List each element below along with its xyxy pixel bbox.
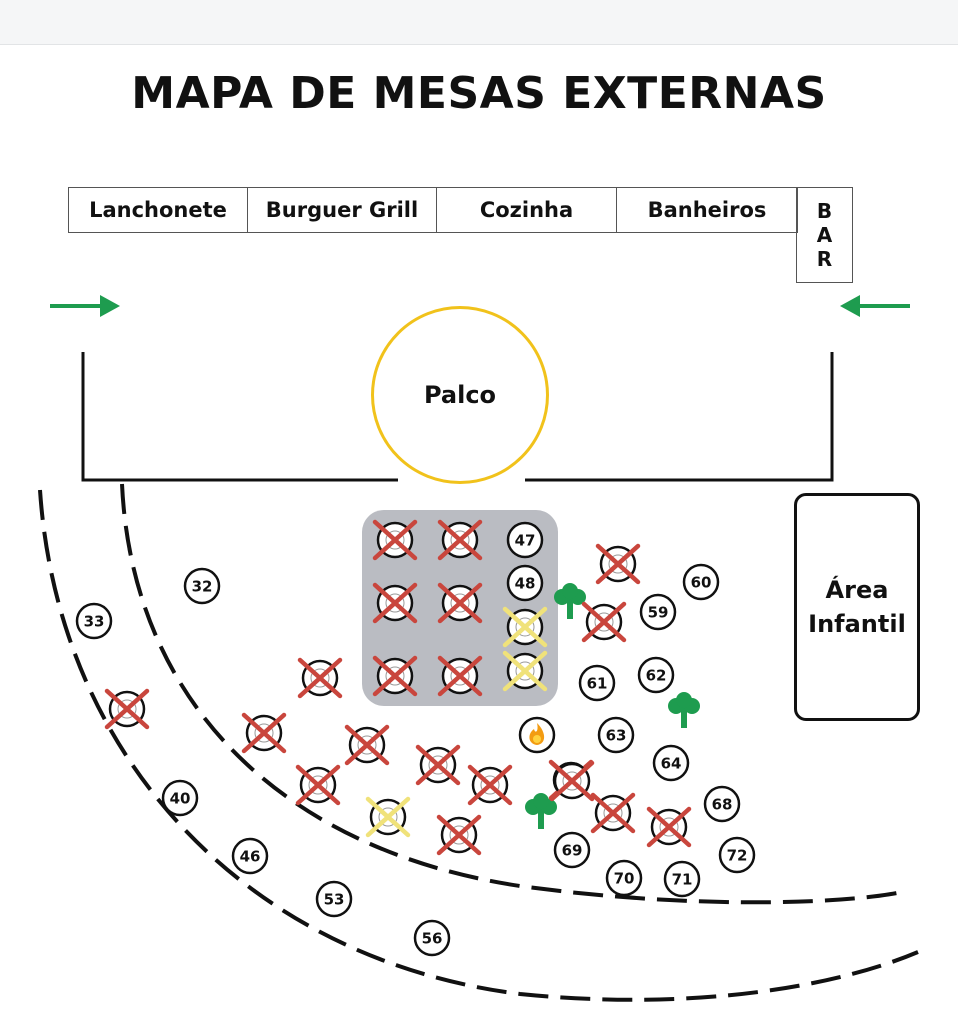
arrow-left-icon (840, 295, 860, 317)
table-marked[interactable] (375, 585, 415, 621)
table-marked[interactable] (300, 660, 340, 696)
table-marked[interactable] (598, 546, 638, 582)
table-number: 64 (660, 754, 682, 773)
table-72[interactable] (720, 838, 754, 872)
table-number: 53 (323, 890, 345, 909)
table-marked[interactable] (418, 747, 458, 783)
table-64[interactable] (654, 746, 688, 780)
stall-banheiros: Banheiros (647, 198, 767, 222)
table-marked[interactable] (552, 763, 592, 799)
table-marked[interactable] (375, 658, 415, 694)
table-marked[interactable] (440, 585, 480, 621)
table-marked[interactable] (107, 691, 147, 727)
table-marked[interactable] (505, 653, 545, 689)
bar-letter: B (816, 199, 833, 223)
table-number: 70 (613, 869, 635, 888)
table-48[interactable] (508, 566, 542, 600)
table-marked[interactable] (505, 609, 545, 645)
stall-burguer-grill: Burguer Grill (248, 188, 437, 232)
table-marked[interactable] (439, 817, 479, 853)
table-number: 61 (586, 674, 608, 693)
table-marked[interactable] (584, 604, 624, 640)
table-33[interactable] (77, 604, 111, 638)
table-number: 63 (605, 726, 627, 745)
bar-letter: R (816, 247, 833, 271)
table-number: 68 (711, 795, 733, 814)
table-number: 69 (561, 841, 583, 860)
entrance-arrow-right (840, 295, 910, 317)
table-number: 32 (191, 577, 213, 596)
table-47[interactable] (508, 523, 542, 557)
table-60[interactable] (684, 565, 718, 599)
fire-pit[interactable] (520, 718, 554, 752)
table-number: 40 (169, 789, 191, 808)
tree-icon (554, 583, 586, 619)
table-number: 71 (671, 870, 693, 889)
table-marked[interactable] (470, 767, 510, 803)
table-marked[interactable] (440, 658, 480, 694)
table-68[interactable] (705, 787, 739, 821)
table-69[interactable] (555, 833, 589, 867)
table-marked[interactable] (440, 522, 480, 558)
page-title: MAPA DE MESAS EXTERNAS (131, 68, 827, 119)
table-59[interactable] (641, 595, 675, 629)
kids-area (794, 493, 920, 721)
table-46[interactable] (233, 839, 267, 873)
table-number: 48 (514, 574, 536, 593)
table-number: 33 (83, 612, 105, 631)
table-marked[interactable] (347, 727, 387, 763)
stage-wall-right (525, 352, 832, 480)
table-61[interactable] (580, 666, 614, 700)
table-53[interactable] (317, 882, 351, 916)
stall-lanchonete: Lanchonete (69, 188, 248, 232)
table-32[interactable] (185, 569, 219, 603)
table-40[interactable] (163, 781, 197, 815)
table-number: 46 (239, 847, 261, 866)
kids-area-label-line2: Infantil (808, 610, 906, 638)
table-marked[interactable] (244, 715, 284, 751)
kids-area-label-line1: Área (825, 576, 889, 604)
table-marked[interactable] (375, 522, 415, 558)
table-number: 62 (645, 666, 667, 685)
table-number: 47 (514, 531, 536, 550)
table-number: 72 (726, 846, 748, 865)
table-70[interactable] (607, 861, 641, 895)
table-56[interactable] (415, 921, 449, 955)
arrow-right-icon (100, 295, 120, 317)
table-62[interactable] (639, 658, 673, 692)
table-63[interactable] (599, 718, 633, 752)
table-marked[interactable] (298, 767, 338, 803)
table-marked[interactable] (649, 809, 689, 845)
table-71[interactable] (665, 862, 699, 896)
table-number: 56 (421, 929, 443, 948)
stage (371, 306, 549, 484)
stage-label: Palco (423, 381, 497, 409)
table-marked[interactable] (368, 799, 408, 835)
entrance-arrow-left (50, 295, 120, 317)
bar-letter: A (816, 223, 833, 247)
stage-wall-left (83, 352, 398, 480)
tree-icon (668, 692, 700, 728)
table-number: 60 (690, 573, 712, 592)
table-number: 59 (647, 603, 669, 622)
table-marked[interactable] (593, 795, 633, 831)
stall-cozinha: Cozinha (437, 188, 617, 232)
